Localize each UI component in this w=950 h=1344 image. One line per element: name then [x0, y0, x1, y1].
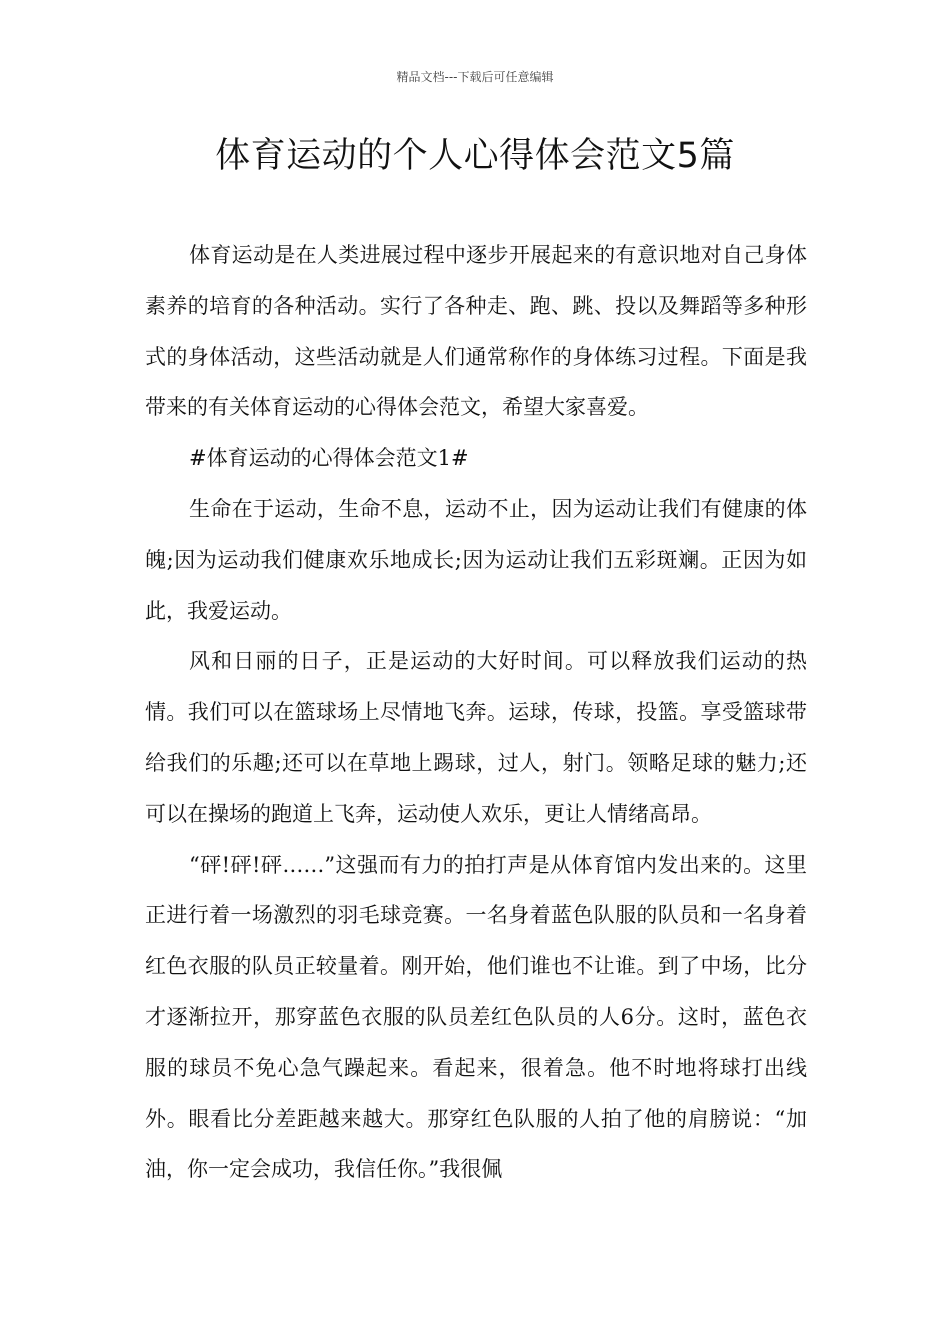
document-title: 体育运动的个人心得体会范文5篇: [215, 136, 735, 176]
page-header: 精品文档---下载后可任意编辑: [396, 70, 554, 84]
body-paragraph-1: 生命在于运动，生命不息，运动不止，因为运动让我们有健康的体魄;因为运动我们健康欢乐地成长;因为运动让我们五彩斑斓。正因为如此，我爱运动。: [145, 496, 807, 623]
body-paragraph-3: “砰!砰!砰……”这强而有力的拍打声是从体育馆内发出来的。这里正进行着一场激烈的羽毛球竞赛。一名身着蓝色队服的队员和一名身着红色衣服的队员正较量着。刚开始，他们谁也不让谁。到了中场，比分才逐渐拉开，那穿蓝色衣服的队员差红色队员的人6分。这时，蓝色衣服的球员不免心急气躁起来。看起来，很着急。他不时地将球打出线外。眼看比分差距越来越大。那穿红色队服的人拍了他的肩膀说：“加油，你一定会成功，我信任你。”我很佩: [145, 852, 807, 1182]
section-heading: #体育运动的心得体会范文1#: [189, 446, 469, 471]
body-paragraph-2: 风和日丽的日子，正是运动的大好时间。可以释放我们运动的热情。我们可以在篮球场上尽情地飞奔。运球，传球，投篮。享受篮球带给我们的乐趣;还可以在草地上踢球，过人，射门。领略足球的魅力;还可以在操场的跑道上飞奔，运动使人欢乐，更让人情绪高昂。: [145, 649, 807, 826]
intro-paragraph: 体育运动是在人类进展过程中逐步开展起来的有意识地对自己身体素养的培育的各种活动。实行了各种走、跑、跳、投以及舞蹈等多种形式的身体活动，这些活动就是人们通常称作的身体练习过程。下面是我带来的有关体育运动的心得体会范文，希望大家喜爱。: [145, 243, 807, 420]
document-body: [145, 230, 807, 1195]
